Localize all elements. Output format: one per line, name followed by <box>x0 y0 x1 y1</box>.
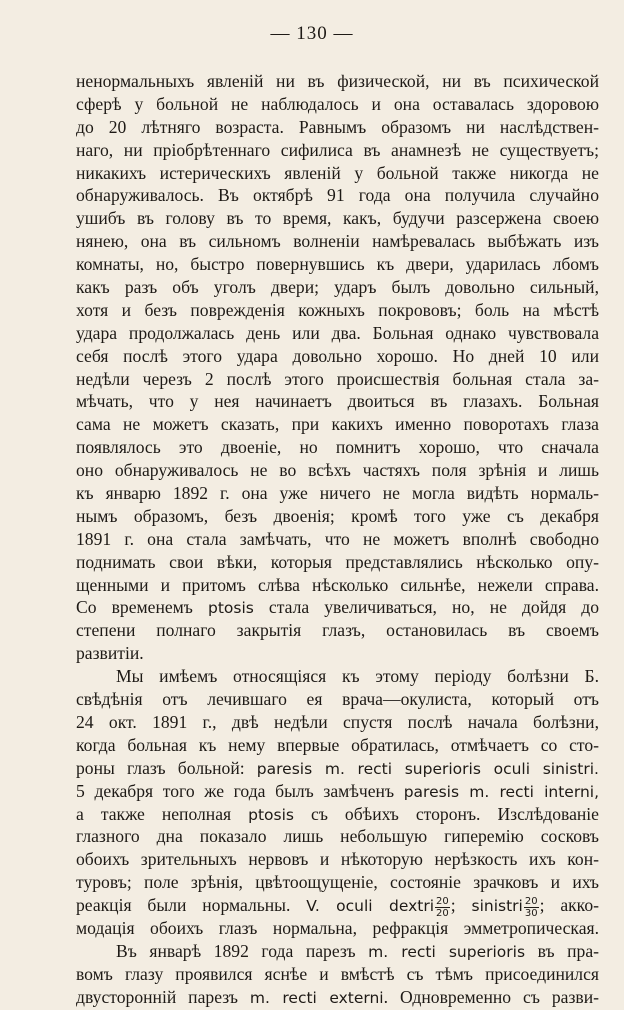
text-segment: стала увеличиваться, но, не дойдя до <box>253 597 600 618</box>
text-line: къ январю 1892 г. она уже ничего не могла видѣть нормаль- <box>76 483 599 504</box>
text-line <box>76 803 599 826</box>
text-line: наго, ни пріобрѣтеннаго сифилиса въ анамнезѣ не существуетъ; <box>76 139 599 160</box>
text-line: свѣдѣнія отъ лечившаго ея врача—окулиста, который отъ <box>76 689 599 710</box>
latin-term: ptosis <box>248 805 294 824</box>
text-line: мѣчать, что у нея начинаетъ двоиться въ глазахъ. Больная <box>76 391 599 412</box>
paragraph-start-line: Мы имѣемъ относящіяся къ этому періоду болѣзни Б. <box>116 666 599 687</box>
text-line: какъ разъ объ уголъ двери; ударъ былъ довольно сильный, <box>76 277 599 298</box>
text-segment: реакція были нормальны. <box>76 895 307 916</box>
text-line: недѣли черезъ 2 послѣ этого происшествія больная стала за- <box>76 368 599 389</box>
text-segment: въ пра- <box>525 940 600 961</box>
text-line: оно обнаруживалось не во всѣхъ частяхъ поля зрѣнія и лишь <box>76 460 599 481</box>
text-line: нымъ образомъ, безъ двоенія; кромѣ того уже съ декабря <box>76 505 599 526</box>
text-segment: роны глазъ больной: <box>76 757 257 778</box>
text-segment: Въ январѣ 1892 года парезъ <box>116 940 369 961</box>
text-segment: ; акко- <box>539 895 599 916</box>
text-line: глазного дна показало лишь небольшую гиперемію сосковъ <box>76 826 599 847</box>
latin-term: paresis m. recti superioris oculi sinistri. <box>256 759 599 778</box>
text-line: сама не можетъ сказать, при какихъ именно поворотахъ глаза <box>76 414 599 435</box>
text-line <box>76 596 599 619</box>
body-text <box>76 70 599 1009</box>
paragraph-start-line <box>76 940 599 963</box>
paragraph-end-line: модація обоихъ глазъ нормальна, рефракція эмметропическая. <box>76 917 599 938</box>
text-line <box>76 986 599 1009</box>
text-line: сферѣ у больной не наблюдалось и она оставалась здоровою <box>76 93 599 114</box>
text-line: комнаты, но, быстро повернувшись къ двери, ударилась лбомъ <box>76 254 599 275</box>
text-line: 1891 г. она стала замѣчать, что не можетъ вполнѣ свободно <box>76 528 599 549</box>
text-line: когда больная къ нему впервые обратилась, отмѣчаетъ со сто- <box>76 734 599 755</box>
fraction-denominator: 20 <box>436 907 449 919</box>
text-line: появлялось это двоеніе, но помнитъ хорошо, что сначала <box>76 437 599 458</box>
text-segment: двусторонній парезъ <box>76 986 250 1007</box>
text-line: ушибъ въ голову въ то время, какъ, будучи разсержена своею <box>76 208 599 229</box>
text-line <box>76 894 599 917</box>
text-line: 24 окт. 1891 г., двѣ недѣли спустя послѣ начала болѣзни, <box>76 711 599 732</box>
text-line: обоихъ зрительныхъ нервовъ и нѣкоторую нерѣзкость ихъ кон- <box>76 849 599 870</box>
text-line: никакихъ истерическихъ явленій у больной также никогда не <box>76 162 599 183</box>
text-line: до 20 лѣтняго возраста. Равнымъ образомъ ни наслѣдствен- <box>76 116 599 137</box>
text-segment: а также неполная <box>76 803 249 824</box>
text-segment: . Одновременно съ разви- <box>383 986 599 1007</box>
latin-term: ptosis <box>207 599 254 618</box>
text-line: поднимать свои вѣки, которыя представлялись нѣсколько опу- <box>76 551 599 572</box>
visual-acuity-fraction-sinistri <box>524 896 539 919</box>
text-line: хотя и безъ поврежденія кожныхъ покрововъ; боль на мѣстѣ <box>76 299 599 320</box>
latin-term: paresis m. recti interni, <box>403 782 600 801</box>
page-number: — 130 — <box>270 23 354 44</box>
text-line: щенными и притомъ слѣва нѣсколько сильнѣе, нежели справа. <box>76 574 599 595</box>
text-line: себя послѣ этого удара довольно хорошо. Но дней 10 или <box>76 345 599 366</box>
text-line: вомъ глазу проявился яснѣе и вмѣстѣ съ тѣмъ присоединился <box>76 963 599 984</box>
text-segment: Со временемъ <box>76 597 208 618</box>
visual-acuity-fraction-dextri <box>435 896 450 919</box>
text-line: степени полнаго закрытія глазъ, остановилась въ своемъ <box>76 620 599 641</box>
latin-term: m. recti externi <box>249 988 384 1007</box>
fraction-numerator: 20 <box>436 895 449 907</box>
latin-term: V. oculi dextri <box>306 897 435 916</box>
text-line <box>76 780 599 803</box>
fraction-numerator: 20 <box>524 895 538 907</box>
text-segment: ; <box>450 895 472 916</box>
paragraph-end-line: развитіи. <box>76 643 144 664</box>
text-segment: съ обѣихъ сторонъ. Изслѣдованіе <box>294 803 599 824</box>
fraction-denominator: 30 <box>524 907 538 919</box>
text-segment: 5 декабря того же года былъ замѣченъ <box>76 780 404 801</box>
text-line: удара продолжалась день или два. Больная однако чувствовала <box>76 322 599 343</box>
latin-term: sinistri <box>471 897 523 916</box>
text-line: нянею, она въ сильномъ волненіи намѣревалась выбѣжать изъ <box>76 231 599 252</box>
latin-term: m. recti superioris <box>368 942 526 961</box>
text-line: ненормальныхъ явленій ни въ физической, ни въ психической <box>76 71 599 91</box>
text-line: туровъ; поле зрѣнія, цвѣтоощущеніе, состояніе зрачковъ и ихъ <box>76 872 599 893</box>
text-line: обнаруживалось. Въ октябрѣ 91 года она получила случайно <box>76 185 599 206</box>
text-line <box>76 757 599 780</box>
